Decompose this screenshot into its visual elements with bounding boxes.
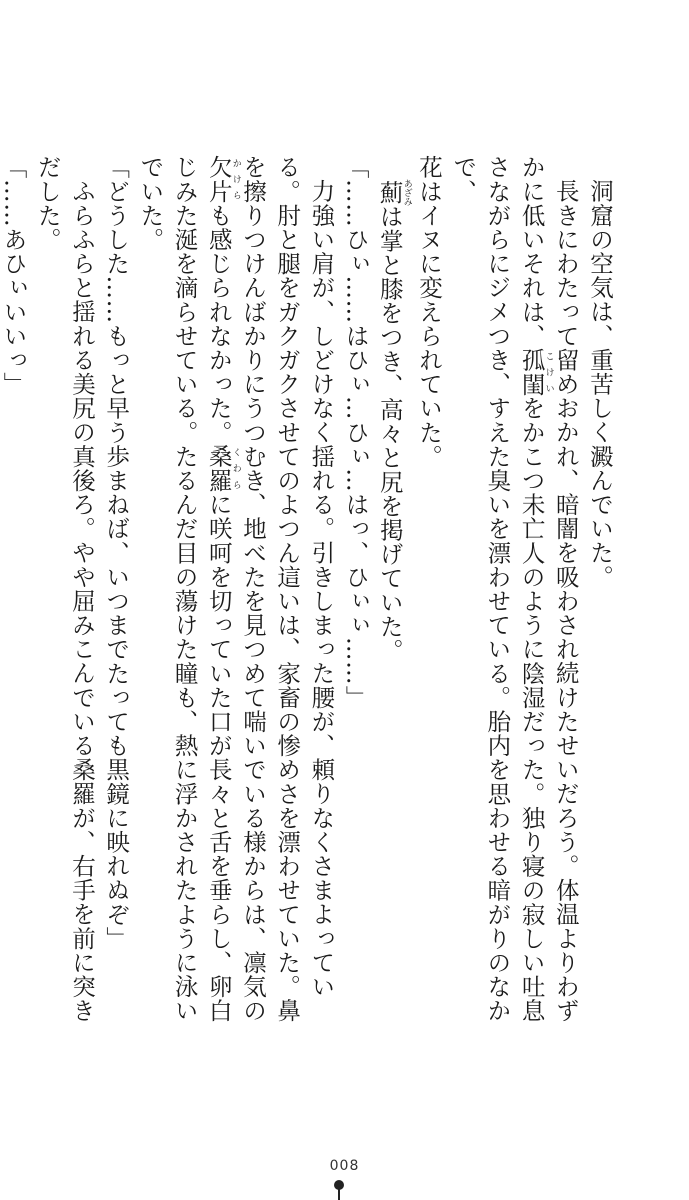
page-number: 008 xyxy=(329,1158,360,1174)
dialogue-2: 「どうした……もっと早う歩まねば、いつまでたっても黒鏡に映れぬぞ」 xyxy=(102,155,131,951)
paragraph-2: 長きにわたって留めおかれ、暗闇を吸わされ続けたせいだろう。体温よりわずかに低いそれは、孤閨こけいをかこつ未亡人のように陰湿だった。独り寝の寂しい吐息さながらにジメつき、すえた臭いを漂わせている。胎内を思わせる暗がりのなかで、 xyxy=(449,155,580,1023)
paragraph-5: 力強い肩が、しどけなく揺れる。引きしまった腰が、頼りなくさまよっている。肘と腿をガクガクさせてのよつん這いは、家畜の惨めさを漂わせていた。鼻を擦りつけんばかりにうつむき、地べたを見つめて喘いでいる様からは、凛気の欠片かけらも感じられなかった。桑羅くわらに咲呵を切っていた口が長々と舌を垂らし、卵白じみた涎を滴らせている。たるんだ目の蕩けた瞳も、熱に浮かされたように泳いでいた。 xyxy=(136,155,336,1023)
ruby-annotation: 桑羅くわら xyxy=(204,444,241,493)
paragraph-1: 洞窟の空気は、重苦しく澱んでいた。 xyxy=(586,178,614,589)
ruby-annotation: 孤閨こけい xyxy=(517,347,554,397)
dialogue-1: 「……ひぃ……はひぃ…ひぃ…はっ、ひぃぃ……」 xyxy=(341,155,370,710)
page-marker-stem xyxy=(338,1189,340,1200)
paragraph-6: ふらふらと揺れる美尻の真後ろ。やや屈みこんでいる桑羅が、右手を前に突きだした。 xyxy=(33,155,96,1022)
ruby-annotation: 欠片かけら xyxy=(204,155,241,204)
vertical-text-body xyxy=(0,155,617,1025)
ruby-annotation: 薊あざみ xyxy=(375,178,412,206)
dialogue-3: 「……あひぃいいっ」 xyxy=(0,155,28,396)
paragraph-4: 薊あざみは掌と膝をつき、高々と尻を掲げていた。 xyxy=(375,178,412,662)
paragraph-3: 花はイヌに変えられていた。 xyxy=(414,155,443,469)
